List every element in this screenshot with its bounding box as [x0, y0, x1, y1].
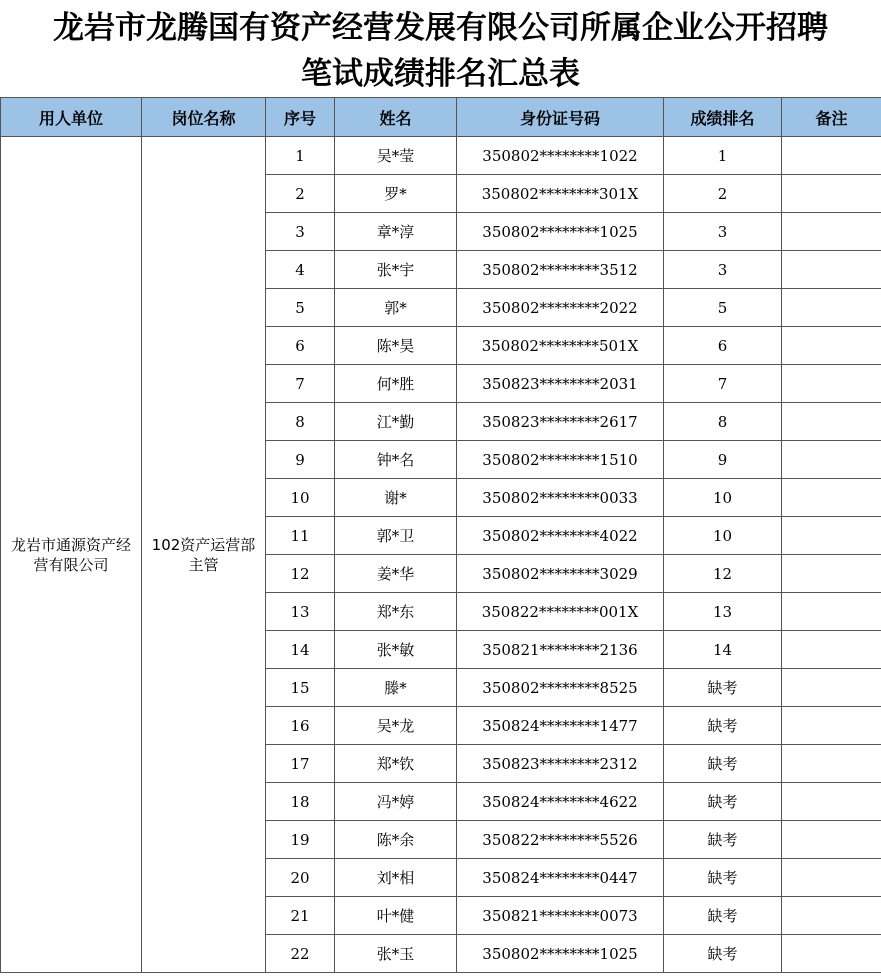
rank-cell[interactable]: 14	[664, 631, 782, 669]
name-cell[interactable]: 郑*东	[335, 593, 457, 631]
name-cell[interactable]: 陈*余	[335, 821, 457, 859]
note-cell[interactable]	[782, 289, 881, 327]
header-name[interactable]: 姓名	[335, 98, 457, 137]
rank-cell[interactable]: 缺考	[664, 897, 782, 935]
note-cell[interactable]	[782, 555, 881, 593]
note-cell[interactable]	[782, 897, 881, 935]
seq-cell[interactable]: 13	[266, 593, 335, 631]
seq-cell[interactable]: 20	[266, 859, 335, 897]
seq-cell[interactable]: 10	[266, 479, 335, 517]
table-row	[1, 137, 881, 175]
header-position[interactable]: 岗位名称	[142, 98, 266, 137]
header-row	[1, 98, 881, 137]
name-cell[interactable]: 罗*	[335, 175, 457, 213]
seq-cell[interactable]: 17	[266, 745, 335, 783]
name-cell[interactable]: 滕*	[335, 669, 457, 707]
seq-cell[interactable]: 2	[266, 175, 335, 213]
rank-cell[interactable]: 缺考	[664, 821, 782, 859]
table-body	[1, 137, 881, 973]
rank-cell[interactable]: 缺考	[664, 707, 782, 745]
name-cell[interactable]: 郑*钦	[335, 745, 457, 783]
rank-cell[interactable]: 3	[664, 251, 782, 289]
note-cell[interactable]	[782, 745, 881, 783]
unit-cell[interactable]: 龙岩市通源资产经营有限公司	[1, 137, 142, 973]
note-cell[interactable]	[782, 479, 881, 517]
name-cell[interactable]: 姜*华	[335, 555, 457, 593]
note-cell[interactable]	[782, 517, 881, 555]
seq-cell[interactable]: 16	[266, 707, 335, 745]
rank-cell[interactable]: 缺考	[664, 745, 782, 783]
rank-cell[interactable]: 缺考	[664, 859, 782, 897]
header-note[interactable]: 备注	[782, 98, 881, 137]
note-cell[interactable]	[782, 783, 881, 821]
seq-cell[interactable]: 7	[266, 365, 335, 403]
name-cell[interactable]: 吴*龙	[335, 707, 457, 745]
rank-cell[interactable]: 7	[664, 365, 782, 403]
title-line-2: 笔试成绩排名汇总表	[301, 56, 580, 92]
note-cell[interactable]	[782, 213, 881, 251]
id-cell[interactable]: 350824********0447	[457, 859, 664, 897]
name-cell[interactable]: 冯*婷	[335, 783, 457, 821]
seq-cell[interactable]: 9	[266, 441, 335, 479]
rank-cell[interactable]: 缺考	[664, 669, 782, 707]
note-cell[interactable]	[782, 707, 881, 745]
id-cell[interactable]: 350802********301X	[457, 175, 664, 213]
name-cell[interactable]: 叶*健	[335, 897, 457, 935]
seq-cell[interactable]: 18	[266, 783, 335, 821]
header-seq[interactable]: 序号	[266, 98, 335, 137]
seq-cell[interactable]: 14	[266, 631, 335, 669]
seq-cell[interactable]: 6	[266, 327, 335, 365]
id-cell[interactable]: 350802********501X	[457, 327, 664, 365]
note-cell[interactable]	[782, 669, 881, 707]
rank-cell[interactable]: 10	[664, 479, 782, 517]
seq-cell[interactable]: 15	[266, 669, 335, 707]
results-table	[0, 97, 881, 973]
rank-cell[interactable]: 5	[664, 289, 782, 327]
rank-cell[interactable]: 8	[664, 403, 782, 441]
name-cell[interactable]: 陈*昊	[335, 327, 457, 365]
name-cell[interactable]: 何*胜	[335, 365, 457, 403]
position-cell[interactable]: 102资产运营部主管	[142, 137, 266, 973]
name-cell[interactable]: 吴*莹	[335, 137, 457, 175]
rank-cell[interactable]: 6	[664, 327, 782, 365]
note-cell[interactable]	[782, 251, 881, 289]
id-cell[interactable]: 350824********4622	[457, 783, 664, 821]
id-cell[interactable]: 350822********001X	[457, 593, 664, 631]
id-cell[interactable]: 350802********1025	[457, 935, 664, 973]
header-unit[interactable]: 用人单位	[1, 98, 142, 137]
seq-cell[interactable]: 21	[266, 897, 335, 935]
name-cell[interactable]: 张*宇	[335, 251, 457, 289]
name-cell[interactable]: 郭*	[335, 289, 457, 327]
name-cell[interactable]: 刘*相	[335, 859, 457, 897]
id-cell[interactable]: 350821********2136	[457, 631, 664, 669]
name-cell[interactable]: 钟*名	[335, 441, 457, 479]
id-cell[interactable]: 350822********5526	[457, 821, 664, 859]
id-cell[interactable]: 350823********2312	[457, 745, 664, 783]
id-cell[interactable]: 350802********1510	[457, 441, 664, 479]
id-cell[interactable]: 350802********1025	[457, 213, 664, 251]
id-cell[interactable]: 350802********3029	[457, 555, 664, 593]
seq-cell[interactable]: 5	[266, 289, 335, 327]
id-cell[interactable]: 350823********2617	[457, 403, 664, 441]
note-cell[interactable]	[782, 327, 881, 365]
note-cell[interactable]	[782, 403, 881, 441]
rank-cell[interactable]: 缺考	[664, 783, 782, 821]
seq-cell[interactable]: 19	[266, 821, 335, 859]
note-cell[interactable]	[782, 821, 881, 859]
seq-cell[interactable]: 3	[266, 213, 335, 251]
rank-cell[interactable]: 2	[664, 175, 782, 213]
seq-cell[interactable]: 12	[266, 555, 335, 593]
rank-cell[interactable]: 12	[664, 555, 782, 593]
note-cell[interactable]	[782, 441, 881, 479]
title-cell[interactable]	[0, 0, 881, 98]
rank-cell[interactable]: 缺考	[664, 935, 782, 973]
header-id[interactable]: 身份证号码	[457, 98, 664, 137]
id-cell[interactable]: 350821********0073	[457, 897, 664, 935]
name-cell[interactable]: 谢*	[335, 479, 457, 517]
note-cell[interactable]	[782, 935, 881, 973]
seq-cell[interactable]: 1	[266, 137, 335, 175]
rank-cell[interactable]: 3	[664, 213, 782, 251]
rank-cell[interactable]: 9	[664, 441, 782, 479]
id-cell[interactable]: 350802********0033	[457, 479, 664, 517]
seq-cell[interactable]: 4	[266, 251, 335, 289]
id-cell[interactable]: 350802********3512	[457, 251, 664, 289]
seq-cell[interactable]: 11	[266, 517, 335, 555]
seq-cell[interactable]: 8	[266, 403, 335, 441]
title-line-1: 龙岩市龙腾国有资产经营发展有限公司所属企业公开招聘	[53, 10, 828, 46]
id-cell[interactable]: 350823********2031	[457, 365, 664, 403]
note-cell[interactable]	[782, 175, 881, 213]
note-cell[interactable]	[782, 859, 881, 897]
id-cell[interactable]: 350802********1022	[457, 137, 664, 175]
note-cell[interactable]	[782, 631, 881, 669]
id-cell[interactable]: 350802********2022	[457, 289, 664, 327]
rank-cell[interactable]: 13	[664, 593, 782, 631]
rank-cell[interactable]: 10	[664, 517, 782, 555]
note-cell[interactable]	[782, 593, 881, 631]
id-cell[interactable]: 350802********8525	[457, 669, 664, 707]
name-cell[interactable]: 张*玉	[335, 935, 457, 973]
note-cell[interactable]	[782, 137, 881, 175]
header-rank[interactable]: 成绩排名	[664, 98, 782, 137]
id-cell[interactable]: 350802********4022	[457, 517, 664, 555]
seq-cell[interactable]: 22	[266, 935, 335, 973]
note-cell[interactable]	[782, 365, 881, 403]
name-cell[interactable]: 江*勤	[335, 403, 457, 441]
name-cell[interactable]: 郭*卫	[335, 517, 457, 555]
name-cell[interactable]: 张*敏	[335, 631, 457, 669]
rank-cell[interactable]: 1	[664, 137, 782, 175]
name-cell[interactable]: 章*淳	[335, 213, 457, 251]
id-cell[interactable]: 350824********1477	[457, 707, 664, 745]
